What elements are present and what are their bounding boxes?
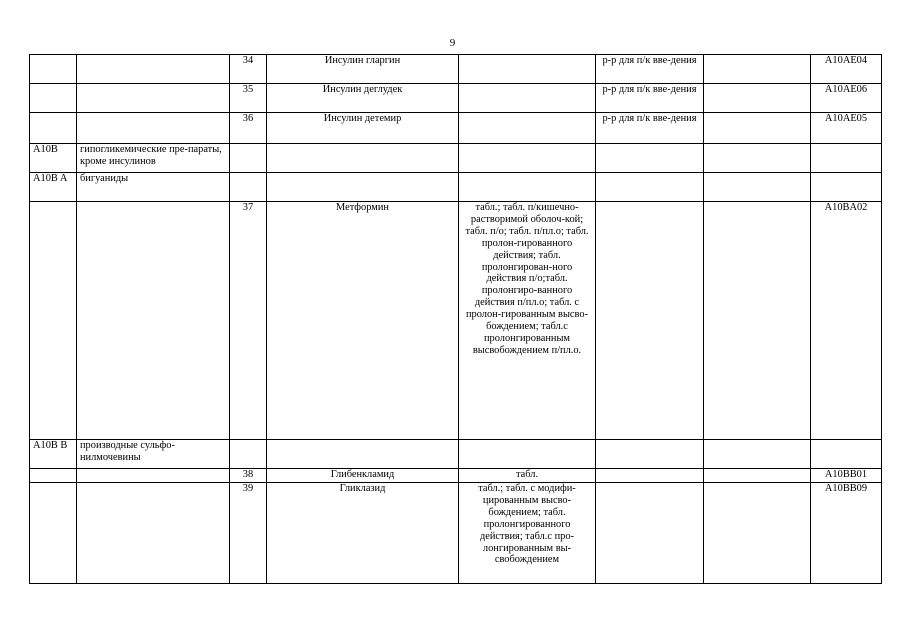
table-row [30,113,882,144]
atc-full-code-cell: A10BA02 [811,202,882,440]
row-number-cell [230,144,267,173]
atc-full-code-cell: A10BB01 [811,469,882,483]
atc-full-code-cell: A10AE05 [811,113,882,144]
drug-name-cell: Гликлазид [267,483,459,584]
blank-cell [704,483,811,584]
dosage-form-cell: табл.; табл. п/кишечно-растворимой оболоч-кой; табл. п/о; табл. п/пл.о; табл. пролон-гированного действия; табл. пролонгирован-ного действия п/о;табл. пролонгиро-ванного действия п/пл.о; табл. с пролон-гированным высво-бождением; табл.с пролонгированным высвобождением п/пл.о. [459,202,596,440]
drug-name-cell: Инсулин гларгин [267,55,459,84]
dosage-form-cell [459,173,596,202]
drug-name-cell: Инсулин деглудек [267,84,459,113]
drug-name-cell: Глибенкламид [267,469,459,483]
table-row [30,440,882,469]
drug-name-cell [267,173,459,202]
table-row [30,469,882,483]
drug-name-cell: Метформин [267,202,459,440]
atc-code-cell [30,483,77,584]
release-form-cell [596,469,704,483]
dosage-form-cell [459,84,596,113]
release-form-cell [596,483,704,584]
group-name-cell [77,55,230,84]
blank-cell [704,469,811,483]
group-name-cell [77,113,230,144]
release-form-cell: р-р для п/к вве-дения [596,113,704,144]
blank-cell [704,202,811,440]
dosage-form-cell [459,55,596,84]
blank-cell [704,84,811,113]
blank-cell [704,144,811,173]
row-number-cell: 36 [230,113,267,144]
page-number: 9 [449,37,456,49]
dosage-form-cell [459,113,596,144]
group-name-cell: гипогликемические пре-параты, кроме инсулинов [77,144,230,173]
group-name-cell [77,469,230,483]
table-row [30,202,882,440]
atc-full-code-cell [811,144,882,173]
atc-code-cell [30,202,77,440]
row-number-cell: 34 [230,55,267,84]
table-row [30,173,882,202]
atc-full-code-cell: A10AE06 [811,84,882,113]
atc-full-code-cell: A10AE04 [811,55,882,84]
group-name-cell: бигуаниды [77,173,230,202]
table-row [30,483,882,584]
atc-code-cell: A10B A [30,173,77,202]
drug-name-cell [267,440,459,469]
atc-code-cell [30,84,77,113]
row-number-cell: 39 [230,483,267,584]
row-number-cell [230,440,267,469]
release-form-cell [596,173,704,202]
release-form-cell [596,144,704,173]
release-form-cell: р-р для п/к вве-дения [596,55,704,84]
row-number-cell [230,173,267,202]
blank-cell [704,55,811,84]
table-row [30,144,882,173]
drug-table [29,54,882,584]
dosage-form-cell: табл.; табл. с модифи-цированным высво-бождением; табл. пролонгированного действия; табл.с про-лонгированным вы-свобождением [459,483,596,584]
atc-full-code-cell [811,173,882,202]
atc-code-cell [30,113,77,144]
table-row [30,84,882,113]
atc-code-cell [30,469,77,483]
dosage-form-cell: табл. [459,469,596,483]
atc-full-code-cell [811,440,882,469]
dosage-form-cell [459,144,596,173]
group-name-cell: производные сульфо-нилмочевины [77,440,230,469]
table-row [30,55,882,84]
group-name-cell [77,84,230,113]
blank-cell [704,113,811,144]
table-body [30,55,882,584]
blank-cell [704,440,811,469]
group-name-cell [77,483,230,584]
atc-code-cell [30,55,77,84]
row-number-cell: 37 [230,202,267,440]
row-number-cell: 35 [230,84,267,113]
atc-code-cell: A10B B [30,440,77,469]
group-name-cell [77,202,230,440]
atc-code-cell: A10B [30,144,77,173]
drug-name-cell [267,144,459,173]
atc-full-code-cell: A10BB09 [811,483,882,584]
release-form-cell [596,440,704,469]
dosage-form-cell [459,440,596,469]
drug-name-cell: Инсулин детемир [267,113,459,144]
row-number-cell: 38 [230,469,267,483]
release-form-cell: р-р для п/к вве-дения [596,84,704,113]
blank-cell [704,173,811,202]
release-form-cell [596,202,704,440]
